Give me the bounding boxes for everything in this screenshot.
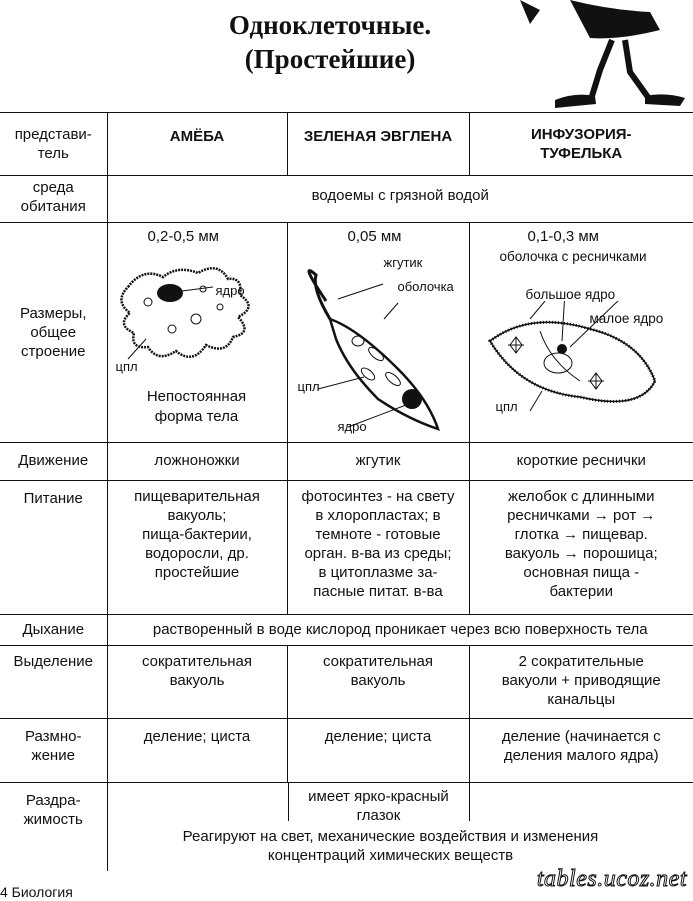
watermark: tables.ucoz.net xyxy=(536,866,687,892)
nutrition-euglena: фотосинтез - на свету в хлоропластах; в темноте - готовые орган. в-ва из среды; в цитоплазме за- пасные питат. в-ва xyxy=(287,481,469,615)
movement-label: Движение xyxy=(0,443,107,481)
paramecium-cpl-label: цпл xyxy=(495,399,518,414)
amoeba-size: 0,2-0,5 мм xyxy=(147,228,219,245)
header-row xyxy=(0,113,693,176)
reproduction-row xyxy=(0,719,693,783)
amoeba-caption: Непостоянная форма тела xyxy=(146,388,247,425)
reproduction-amoeba: деление; циста xyxy=(107,719,287,783)
nutrition-amoeba: пищеварительная вакуоль; пища-бактерии, водоросли, др. простейшие xyxy=(107,481,287,615)
excretion-label: Выделение xyxy=(0,646,107,719)
header-label: представи- тель xyxy=(0,113,107,176)
girl-illustration xyxy=(500,0,693,112)
euglena-membrane-label: оболочка xyxy=(397,279,454,294)
header-paramecium: ИНФУЗОРИЯ- ТУФЕЛЬКА xyxy=(469,113,693,176)
paramecium-big-nucleus-label: большое ядро xyxy=(525,287,616,302)
euglena-cpl-label: цпл xyxy=(297,379,320,394)
respiration-row xyxy=(0,615,693,646)
protozoa-table xyxy=(0,112,693,871)
paramecium-size: 0,1-0,3 мм xyxy=(527,228,599,245)
page-title xyxy=(140,8,520,76)
reproduction-paramecium: деление (начинается с деления малого ядра) xyxy=(469,719,693,783)
irritability-cell xyxy=(107,783,693,871)
page-number: 4 Биология xyxy=(0,884,73,900)
euglena-size: 0,05 мм xyxy=(347,228,402,245)
amoeba-structure-cell xyxy=(107,223,287,443)
habitat-row xyxy=(0,176,693,223)
irritability-common: Реагируют на свет, механические воздействия и изменения концентраций химических веществ xyxy=(182,828,599,864)
paramecium-structure-cell xyxy=(469,223,693,443)
habitat-value: водоемы с грязной водой xyxy=(107,176,693,223)
paramecium-drawing xyxy=(470,301,693,431)
nutrition-label: Питание xyxy=(0,481,107,615)
nutrition-row xyxy=(0,481,693,615)
excretion-paramecium: 2 сократительные вакуоли + приводящие канальцы xyxy=(469,646,693,719)
amoeba-drawing xyxy=(108,247,288,407)
irritability-euglena: имеет ярко-красный глазок xyxy=(308,788,449,824)
respiration-label: Дыхание xyxy=(0,615,107,646)
movement-row xyxy=(0,443,693,481)
header-euglena: ЗЕЛЕНАЯ ЭВГЛЕНА xyxy=(287,113,469,176)
amoeba-nucleus-label: ядро xyxy=(215,283,245,298)
habitat-label: среда обитания xyxy=(0,176,107,223)
paramecium-small-nucleus-label: малое ядро xyxy=(589,311,664,326)
amoeba-cpl-label: цпл xyxy=(115,359,138,374)
size-label: Размеры, общее строение xyxy=(0,223,107,443)
excretion-row xyxy=(0,646,693,719)
paramecium-membrane-label: оболочка с ресничками xyxy=(499,249,647,264)
reproduction-label: Размно- жение xyxy=(0,719,107,783)
movement-euglena: жгутик xyxy=(287,443,469,481)
nutrition-paramecium: желобок с длинными ресничками → рот → глотка → пищевар. вакуоль → порошица; основная пища - бактерии xyxy=(469,481,693,615)
reproduction-euglena: деление; циста xyxy=(287,719,469,783)
euglena-drawing xyxy=(288,239,468,439)
irritability-row xyxy=(0,783,693,871)
size-row xyxy=(0,223,693,443)
movement-paramecium: короткие реснички xyxy=(469,443,693,481)
euglena-flagellum-label: жгутик xyxy=(383,255,423,270)
title-line-2: (Простейшие) xyxy=(244,44,416,74)
excretion-amoeba: сократительная вакуоль xyxy=(107,646,287,719)
irritability-label: Раздра- жимость xyxy=(0,783,107,871)
euglena-structure-cell xyxy=(287,223,469,443)
respiration-value: растворенный в воде кислород проникает через всю поверхность тела xyxy=(107,615,693,646)
excretion-euglena: сократительная вакуоль xyxy=(287,646,469,719)
title-line-1: Одноклеточные. xyxy=(228,10,432,40)
euglena-nucleus-label: ядро xyxy=(337,419,367,434)
header-amoeba: АМЁБА xyxy=(107,113,287,176)
movement-amoeba: ложноножки xyxy=(107,443,287,481)
